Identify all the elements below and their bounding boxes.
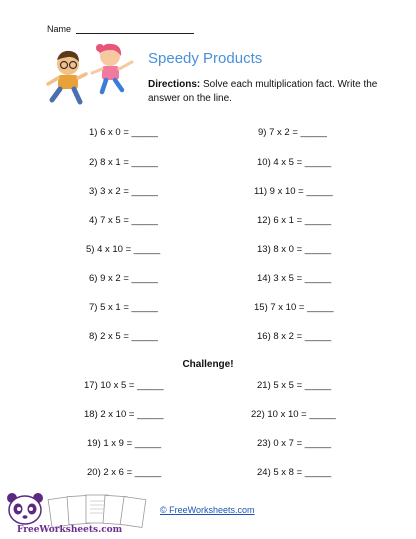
challenge-heading: Challenge!: [182, 359, 234, 370]
problem: 5) 4 x 10 = _____: [86, 244, 161, 255]
directions: [148, 78, 388, 106]
challenge-problem: 24) 5 x 8 = _____: [257, 467, 332, 478]
challenge-problem: 18) 2 x 10 = _____: [84, 409, 164, 420]
problem: 1) 6 x 0 = _____: [89, 127, 158, 138]
logo-wordmark: FreeWorksheets.com: [17, 525, 123, 535]
name-line: [76, 33, 194, 34]
problem: 8) 2 x 5 = _____: [89, 331, 158, 342]
worksheet-stack-icon: [48, 495, 146, 527]
problem: 7) 5 x 1 = _____: [89, 302, 158, 313]
problem: 3) 3 x 2 = _____: [89, 186, 158, 197]
problem: 10) 4 x 5 = _____: [257, 157, 332, 168]
panda-icon: [7, 493, 43, 524]
copyright-link[interactable]: © FreeWorksheets.com: [160, 505, 255, 515]
worksheet-title: Speedy Products: [148, 50, 263, 67]
challenge-problem: 20) 2 x 6 = _____: [87, 467, 162, 478]
challenge-problem: 17) 10 x 5 = _____: [84, 380, 164, 391]
name-label: Name: [47, 24, 72, 34]
problem: 11) 9 x 10 = _____: [254, 186, 333, 197]
kids-illustration: [46, 40, 138, 110]
problem: 4) 7 x 5 = _____: [89, 215, 158, 226]
directions-label: Directions:: [148, 79, 201, 90]
problem: 15) 7 x 10 = _____: [254, 302, 334, 313]
problem: 13) 8 x 0 = _____: [257, 244, 332, 255]
challenge-problem: 23) 0 x 7 = _____: [257, 438, 332, 449]
problem: 12) 6 x 1 = _____: [257, 215, 332, 226]
challenge-problem: 19) 1 x 9 = _____: [87, 438, 162, 449]
problem: 2) 8 x 1 = _____: [89, 157, 158, 168]
directions-text: Solve each multiplication fact. Write the answer on the line.: [148, 79, 378, 104]
challenge-problem: 22) 10 x 10 = _____: [251, 409, 336, 420]
challenge-problem: 21) 5 x 5 = _____: [257, 380, 332, 391]
problem: 9) 7 x 2 = _____: [258, 127, 327, 138]
problem: 16) 8 x 2 = _____: [257, 331, 332, 342]
problem: 14) 3 x 5 = _____: [257, 273, 332, 284]
problem: 6) 9 x 2 = _____: [89, 273, 158, 284]
